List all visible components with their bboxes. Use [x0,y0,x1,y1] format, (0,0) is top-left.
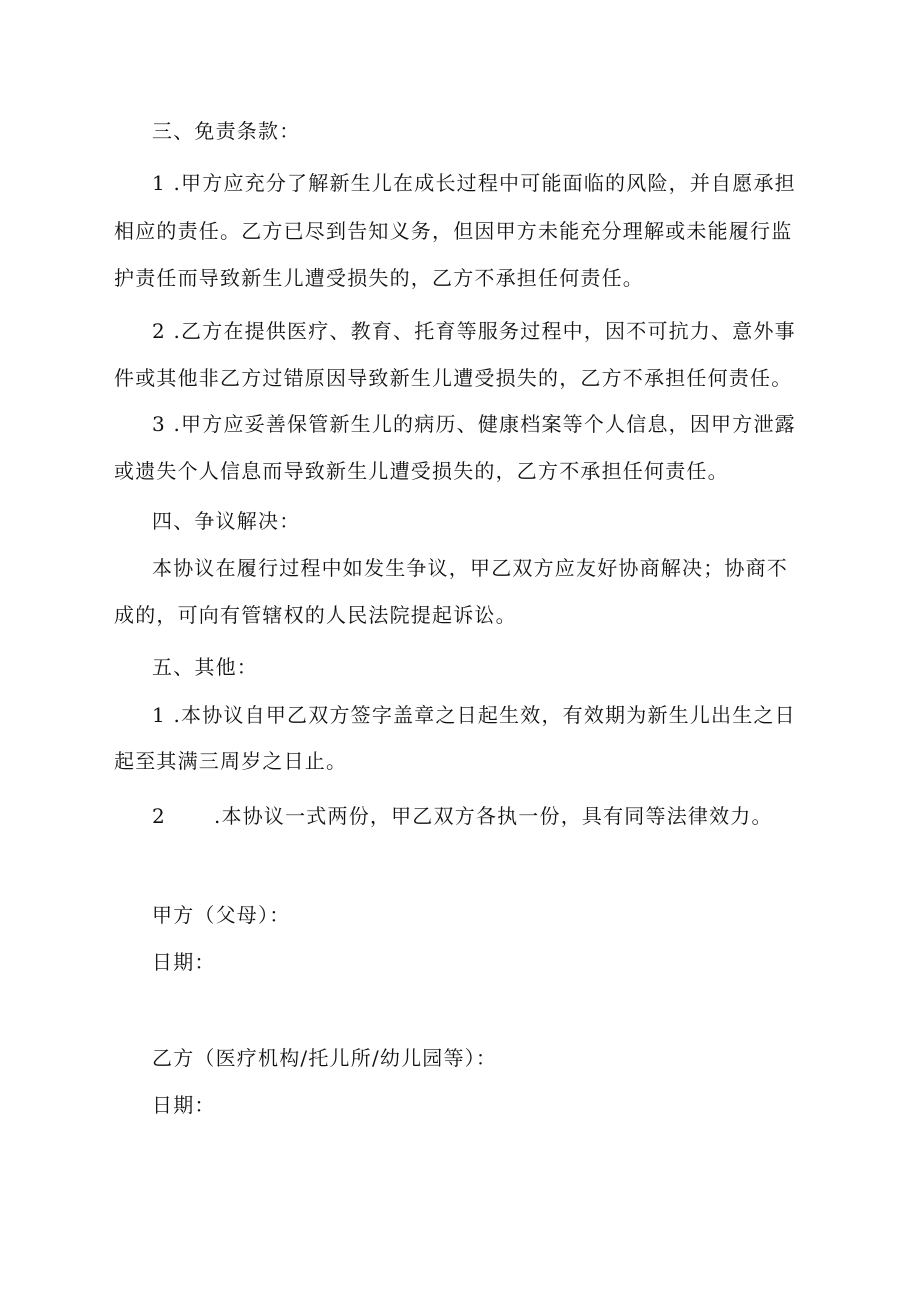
section-3-heading: 三、免责条款： [152,119,301,143]
section-5-item-2-text: .本协议一式两份，甲乙双方各执一份，具有同等法律效力。 [213,804,773,828]
section-5-item-2 [152,803,852,829]
section-3-item-2-line-1: 2 .乙方在提供医疗、教育、托育等服务过程中，因不可抗力、意外事 [152,319,796,343]
section-5-heading: 五、其他： [152,655,258,679]
party-b-label: 乙方（医疗机构/托儿所/幼儿园等）： [152,1046,498,1070]
section-5-item-2-number: 2 [152,804,166,828]
section-3-item-1-line-2: 相应的责任。乙方已尽到告知义务，但因甲方未能充分理解或未能履行监 [114,219,793,243]
section-3-item-3-line-1: 3 .甲方应妥善保管新生儿的病历、健康档案等个人信息，因甲方泄露 [152,412,796,436]
section-3-item-3-line-2: 或遗失个人信息而导致新生儿遭受损失的，乙方不承担任何责任。 [114,459,729,483]
section-4-line-1: 本协议在履行过程中如发生争议，甲乙双方应友好协商解决；协商不 [152,556,788,580]
section-3-item-1-line-1: 1 .甲方应充分了解新生儿在成长过程中可能面临的风险，并自愿承担 [152,171,796,195]
section-5-item-1-line-1: 1 .本协议自甲乙双方签字盖章之日起生效，有效期为新生儿出生之日 [152,703,796,727]
section-3-item-2-line-2: 件或其他非乙方过错原因导致新生儿遭受损失的，乙方不承担任何责任。 [114,366,793,390]
party-b-date-label: 日期： [152,1093,216,1117]
section-5-item-1-line-2: 起至其满三周岁之日止。 [114,749,348,773]
section-4-heading: 四、争议解决： [152,509,301,533]
section-4-line-2: 成的，可向有管辖权的人民法院提起诉讼。 [114,603,517,627]
section-3-item-1-line-3: 护责任而导致新生儿遭受损失的，乙方不承担任何责任。 [114,266,644,290]
party-a-date-label: 日期： [152,950,216,974]
party-a-label: 甲方（父母）： [152,903,291,927]
